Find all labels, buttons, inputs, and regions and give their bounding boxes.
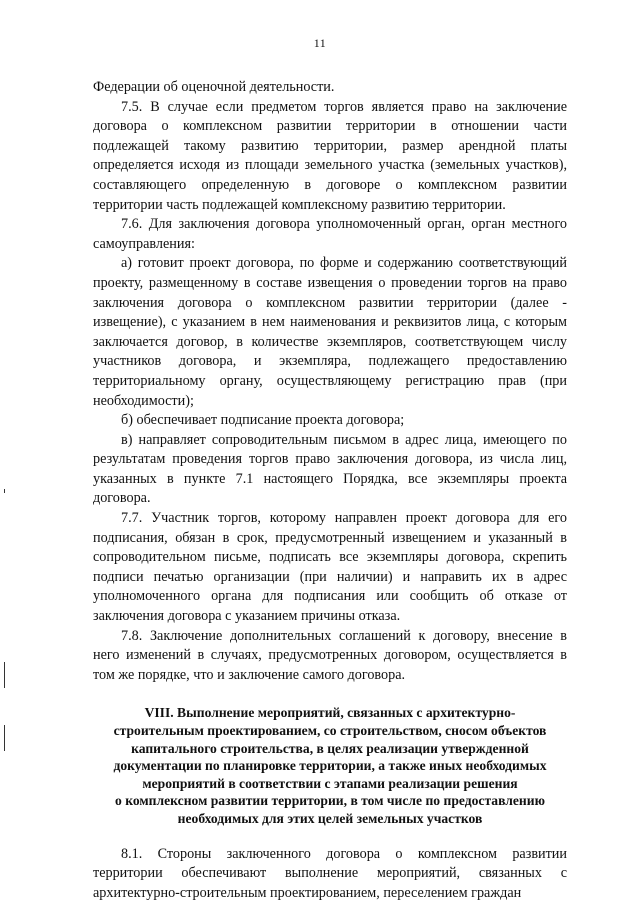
heading-line: о комплексном развитии территории, в том числе по предоставлению xyxy=(115,793,545,809)
document-body xyxy=(93,78,567,903)
heading-line: необходимых для этих целей земельных участков xyxy=(177,810,483,826)
page-number: 11 xyxy=(313,36,327,50)
margin-mark-middle xyxy=(4,662,5,688)
heading-line: мероприятий в соответствии с этапами реализации решения xyxy=(142,775,518,791)
heading-line: капитального строительства, в целях реализации утвержденной xyxy=(131,740,529,756)
margin-mark-top xyxy=(4,489,5,493)
paragraph-7-7: 7.7. Участник торгов, которому направлен проект договора для его подписания, обязан в срок, предусмотренный извещением и указанный в сопроводительном письме, подписать все экземпляры договора, скрепить подписи печатью организации (при наличии) и направить их в адрес уполномоченного органа для подписания или сообщить об отказе от заключения договора с указанием причины отказа. xyxy=(93,510,567,625)
paragraph-7-6-b: б) обеспечивает подписание проекта договора; xyxy=(121,412,405,429)
paragraph-7-6-v: в) направляет сопроводительным письмом в адрес лица, имеющего по результатам проведения торгов право заключения договора, из числа лиц, указанных в пункте 7.1 настоящего Порядка, все экземпляры проекта договора. xyxy=(93,431,567,507)
section-viii-heading xyxy=(93,704,567,827)
paragraph-7-8: 7.8. Заключение дополнительных соглашений к договору, внесение в него изменений в случаях, предусмотренных договором, осуществляется в том же порядке, что и заключение самого договора. xyxy=(93,627,567,683)
paragraph-7-6-a: а) готовит проект договора, по форме и содержанию соответствующий проекту, размещенному в составе извещения о проведении торгов на право заключения договора о комплексном развитии территории (далее - извещение), с указанием в нем наименования и реквизитов лица, с которым заключается договор, в количестве экземпляров, соответствующем числу участников договора, и экземпляра, подлежащего предоставлению территориальному органу, осуществляющему регистрацию прав (при необходимости); xyxy=(93,255,567,409)
margin-mark-bottom xyxy=(4,725,5,751)
heading-line: документации по планировке территории, а также иных необходимых xyxy=(113,758,547,774)
paragraph-8-1: 8.1. Стороны заключенного договора о комплексном развитии территории обеспечивают выполнение мероприятий, связанных с архитектурно-строительным проектированием, переселением граждан xyxy=(93,845,567,901)
paragraph-intro: Федерации об оценочной деятельности. xyxy=(93,79,335,95)
heading-line: VIII. Выполнение мероприятий, связанных с архитектурно- xyxy=(144,705,516,721)
paragraph-7-5: 7.5. В случае если предметом торгов является право на заключение договора о комплексном развитии территории в отношении части подлежащей такому развитию территории, размер арендной платы определяется исходя из площади земельного участка (земельных участков), составляющего определенную в договоре о комплексном развитии территории часть подлежащей комплексному развитию территории. xyxy=(93,98,567,213)
paragraph-7-6: 7.6. Для заключения договора уполномоченный орган, орган местного самоуправления: xyxy=(93,216,567,252)
heading-line: строительным проектированием, со строительством, сносом объектов xyxy=(113,723,547,738)
